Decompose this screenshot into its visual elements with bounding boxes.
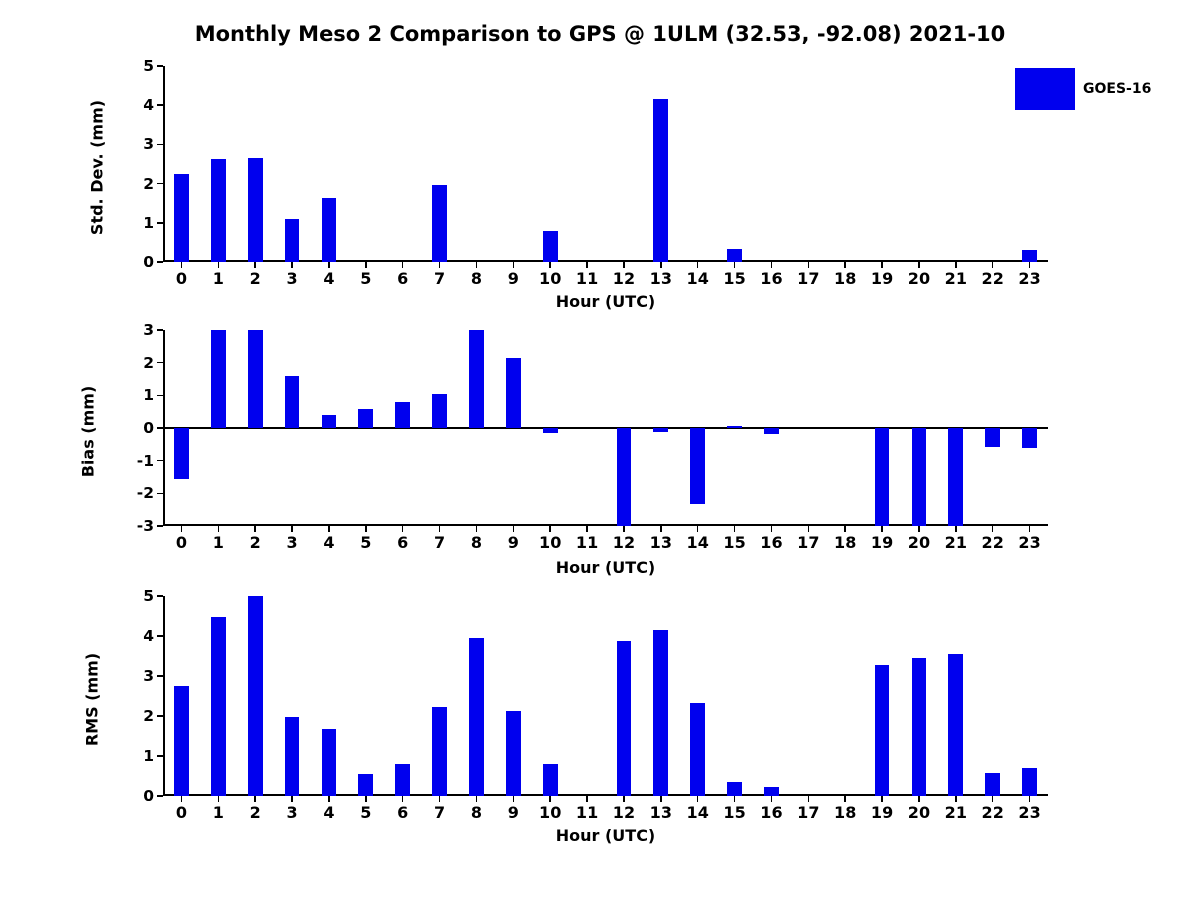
bar (358, 409, 373, 428)
x-tick (808, 262, 810, 268)
x-tick (402, 796, 404, 802)
x-tick-label: 7 (433, 803, 446, 822)
x-tick (218, 796, 220, 802)
x-tick-label: 22 (981, 533, 1004, 552)
bar (948, 428, 963, 526)
x-tick-label: 14 (686, 533, 709, 552)
x-tick-label: 4 (323, 269, 335, 288)
x-tick (1029, 262, 1031, 268)
x-axis-label-bias: Hour (UTC) (555, 558, 656, 577)
x-tick (734, 796, 736, 802)
x-tick-label: 13 (649, 269, 672, 288)
bar (432, 394, 447, 428)
y-axis-label-std-dev: Std. Dev. (mm) (87, 99, 107, 236)
bar (912, 658, 927, 796)
x-tick (697, 262, 699, 268)
x-tick (365, 796, 367, 802)
x-tick (881, 526, 883, 532)
x-tick-label: 11 (575, 533, 599, 552)
y-tick (157, 222, 163, 224)
x-tick (771, 526, 773, 532)
x-tick-label: 22 (981, 269, 1004, 288)
y-tick (157, 595, 163, 597)
bar (1022, 250, 1037, 262)
x-tick-label: 10 (539, 533, 562, 552)
bar (469, 330, 484, 428)
x-tick-label: 21 (944, 803, 967, 822)
x-tick-label: 4 (323, 803, 335, 822)
x-axis-label-std-dev: Hour (UTC) (555, 292, 656, 311)
x-tick-label: 6 (397, 533, 409, 552)
x-tick (402, 526, 404, 532)
x-tick-label: 21 (944, 269, 967, 288)
bar (948, 654, 963, 796)
bar (395, 402, 410, 428)
y-tick (157, 675, 163, 677)
x-tick (660, 526, 662, 532)
x-tick (992, 526, 994, 532)
x-tick (328, 526, 330, 532)
x-tick (734, 526, 736, 532)
bar (248, 158, 263, 262)
x-tick-label: 20 (907, 269, 931, 288)
x-tick-label: 12 (612, 269, 636, 288)
bar (358, 774, 373, 796)
bar (543, 764, 558, 796)
x-tick-label: 22 (981, 803, 1004, 822)
plot-area-std-dev (143, 57, 1048, 288)
y-tick-label: 4 (143, 96, 154, 115)
y-tick (157, 755, 163, 757)
bar (653, 630, 668, 796)
y-tick (157, 104, 163, 106)
bar (764, 428, 779, 434)
bar (174, 174, 189, 262)
x-tick (918, 262, 920, 268)
x-tick (623, 262, 625, 268)
bar (543, 231, 558, 262)
x-tick-label: 18 (834, 269, 857, 288)
y-tick-label: 5 (143, 57, 154, 75)
x-tick-label: 18 (834, 533, 857, 552)
x-tick (955, 796, 957, 802)
x-tick (254, 526, 256, 532)
legend-swatch-goes16 (1015, 68, 1075, 110)
y-tick-label: 3 (143, 135, 154, 154)
x-tick (181, 796, 183, 802)
x-tick-label: 6 (397, 803, 409, 822)
x-tick (181, 262, 183, 268)
y-tick (157, 144, 163, 146)
y-tick (157, 261, 163, 263)
bar (211, 617, 226, 796)
x-tick-label: 20 (907, 533, 931, 552)
x-tick (660, 262, 662, 268)
y-axis-line (163, 66, 165, 262)
x-tick (549, 796, 551, 802)
x-tick-label: 1 (212, 269, 224, 288)
x-tick (218, 526, 220, 532)
x-tick (881, 262, 883, 268)
x-tick-label: 7 (433, 533, 446, 552)
x-tick (549, 262, 551, 268)
y-tick-label: 3 (143, 667, 154, 685)
x-tick-label: 21 (944, 533, 967, 552)
x-tick-label: 15 (723, 803, 746, 822)
bar (211, 159, 226, 262)
y-tick (157, 183, 163, 185)
x-tick (513, 796, 515, 802)
bar (322, 198, 337, 262)
bar (727, 426, 742, 428)
x-tick (808, 796, 810, 802)
x-tick (254, 796, 256, 802)
y-tick (157, 65, 163, 67)
y-tick (157, 795, 163, 797)
x-tick (586, 262, 588, 268)
y-tick-label: 2 (143, 707, 154, 725)
x-tick (439, 796, 441, 802)
y-tick-label: 2 (143, 174, 154, 193)
y-tick-label: 1 (143, 386, 154, 405)
x-tick-label: 9 (507, 533, 519, 552)
x-tick-label: 0 (175, 533, 188, 552)
y-tick (157, 460, 163, 462)
x-tick (291, 526, 293, 532)
panel-rms (143, 587, 1048, 822)
bar (174, 686, 189, 796)
x-tick-label: 14 (686, 803, 709, 822)
y-tick-label: 0 (143, 419, 154, 437)
x-tick (476, 796, 478, 802)
x-tick (697, 526, 699, 532)
x-tick-label: 15 (723, 533, 746, 552)
x-tick-label: 5 (360, 533, 372, 552)
x-tick-label: 14 (686, 269, 709, 288)
x-tick (586, 526, 588, 532)
bar (727, 782, 742, 796)
bar (653, 428, 668, 432)
x-tick (844, 796, 846, 802)
x-tick (439, 262, 441, 268)
x-tick (992, 796, 994, 802)
bar (285, 219, 300, 262)
x-tick-label: 8 (470, 533, 483, 552)
x-tick-label: 5 (360, 269, 372, 288)
x-tick (365, 526, 367, 532)
x-tick-label: 17 (797, 803, 820, 822)
bar (432, 185, 447, 262)
x-tick (771, 796, 773, 802)
x-tick (513, 262, 515, 268)
x-tick (181, 526, 183, 532)
x-tick (1029, 796, 1031, 802)
x-tick-label: 19 (870, 269, 894, 288)
x-tick (328, 796, 330, 802)
y-tick (157, 493, 163, 495)
x-tick-label: 7 (433, 269, 446, 288)
bar (764, 787, 779, 796)
bar (985, 428, 1000, 447)
x-tick-label: 6 (397, 269, 409, 288)
x-tick-label: 17 (797, 533, 820, 552)
y-axis-label-bias: Bias (mm) (78, 385, 98, 478)
x-tick (328, 262, 330, 268)
x-tick-label: 9 (507, 269, 519, 288)
x-tick (918, 796, 920, 802)
x-tick (844, 262, 846, 268)
x-tick (918, 526, 920, 532)
x-tick (992, 262, 994, 268)
x-tick (586, 796, 588, 802)
bar (322, 415, 337, 428)
bar (506, 711, 521, 796)
x-tick-label: 16 (760, 269, 783, 288)
x-tick-label: 10 (539, 269, 562, 288)
x-tick (623, 526, 625, 532)
bar (617, 641, 632, 796)
x-tick (771, 262, 773, 268)
y-tick-label: 3 (143, 321, 154, 339)
x-tick-label: 12 (612, 803, 636, 822)
bar (174, 428, 189, 479)
x-tick-label: 2 (249, 803, 261, 822)
plot-area-rms (143, 587, 1048, 822)
x-tick-label: 8 (470, 269, 483, 288)
x-tick-label: 15 (723, 269, 746, 288)
x-tick (402, 262, 404, 268)
bar (248, 596, 263, 796)
x-tick-label: 5 (360, 803, 372, 822)
bar (506, 358, 521, 428)
bar (912, 428, 927, 526)
bar (875, 428, 890, 526)
y-tick-label: 1 (143, 747, 154, 765)
x-tick (513, 526, 515, 532)
x-tick-label: 20 (907, 803, 931, 822)
x-tick-label: 3 (286, 803, 298, 822)
x-tick (291, 262, 293, 268)
bar (285, 376, 300, 428)
bar (248, 330, 263, 428)
bar (543, 428, 558, 433)
x-tick-label: 11 (575, 269, 599, 288)
plot-area-bias (136, 321, 1048, 552)
x-tick (734, 262, 736, 268)
x-tick (439, 526, 441, 532)
x-tick (955, 262, 957, 268)
x-tick (955, 526, 957, 532)
x-tick (254, 262, 256, 268)
x-tick-label: 12 (612, 533, 636, 552)
x-tick-label: 11 (575, 803, 599, 822)
y-tick-label: 0 (143, 787, 154, 805)
x-tick-label: 13 (649, 803, 672, 822)
x-tick-label: 13 (649, 533, 672, 552)
y-tick-label: 2 (143, 353, 154, 372)
bar (875, 665, 890, 796)
bar (617, 428, 632, 526)
y-tick-label: 4 (143, 627, 154, 645)
x-tick-label: 0 (175, 803, 188, 822)
bar (469, 638, 484, 796)
x-tick (1029, 526, 1031, 532)
bar (727, 249, 742, 262)
y-tick-label: 5 (143, 587, 154, 605)
page-title: Monthly Meso 2 Comparison to GPS @ 1ULM (32.53, -92.08) 2021-10 (194, 22, 1006, 46)
x-tick-label: 19 (870, 533, 894, 552)
bar (690, 428, 705, 504)
y-tick (157, 715, 163, 717)
bar (211, 330, 226, 428)
bar (985, 773, 1000, 796)
bar (395, 764, 410, 796)
x-tick (881, 796, 883, 802)
x-tick (291, 796, 293, 802)
bar (285, 717, 300, 796)
x-tick-label: 10 (539, 803, 562, 822)
y-tick-label: 0 (143, 253, 154, 271)
y-axis-label-rms: RMS (mm) (82, 652, 102, 747)
x-tick (623, 796, 625, 802)
x-tick-label: 23 (1018, 533, 1041, 552)
bar (690, 703, 705, 796)
legend-label-goes16: GOES-16 (1083, 81, 1152, 97)
x-tick-label: 23 (1018, 803, 1041, 822)
y-tick (157, 362, 163, 364)
x-tick (844, 526, 846, 532)
y-tick (157, 329, 163, 331)
bar (653, 99, 668, 262)
x-tick-label: 17 (797, 269, 820, 288)
legend (1015, 68, 1151, 110)
y-tick-label: -1 (136, 451, 154, 470)
x-axis-label-rms: Hour (UTC) (555, 826, 656, 845)
x-tick (549, 526, 551, 532)
bar (1022, 768, 1037, 796)
x-tick (476, 262, 478, 268)
x-tick-label: 23 (1018, 269, 1041, 288)
x-tick-label: 19 (870, 803, 894, 822)
bar (322, 729, 337, 796)
x-tick (476, 526, 478, 532)
x-tick (660, 796, 662, 802)
x-tick (365, 262, 367, 268)
panel-bias (136, 321, 1048, 552)
x-tick-label: 1 (212, 803, 224, 822)
x-tick-label: 3 (286, 533, 298, 552)
y-tick-label: -2 (136, 484, 154, 503)
x-tick-label: 1 (212, 533, 224, 552)
x-tick-label: 3 (286, 269, 298, 288)
y-tick (157, 395, 163, 397)
x-tick-label: 2 (249, 269, 261, 288)
x-tick-label: 8 (470, 803, 483, 822)
x-tick-label: 16 (760, 803, 783, 822)
y-tick-label: -3 (136, 517, 154, 535)
x-tick-label: 16 (760, 533, 783, 552)
x-tick (697, 796, 699, 802)
panel-std-dev (143, 57, 1048, 288)
y-axis-line (163, 596, 165, 796)
x-tick-label: 9 (507, 803, 519, 822)
x-tick-label: 2 (249, 533, 261, 552)
x-tick (808, 526, 810, 532)
x-tick (218, 262, 220, 268)
bar (1022, 428, 1037, 448)
x-tick-label: 4 (323, 533, 335, 552)
y-tick (157, 525, 163, 527)
y-tick (157, 635, 163, 637)
x-tick-label: 0 (175, 269, 188, 288)
y-tick-label: 1 (143, 213, 154, 232)
x-tick-label: 18 (834, 803, 857, 822)
bar (432, 707, 447, 796)
